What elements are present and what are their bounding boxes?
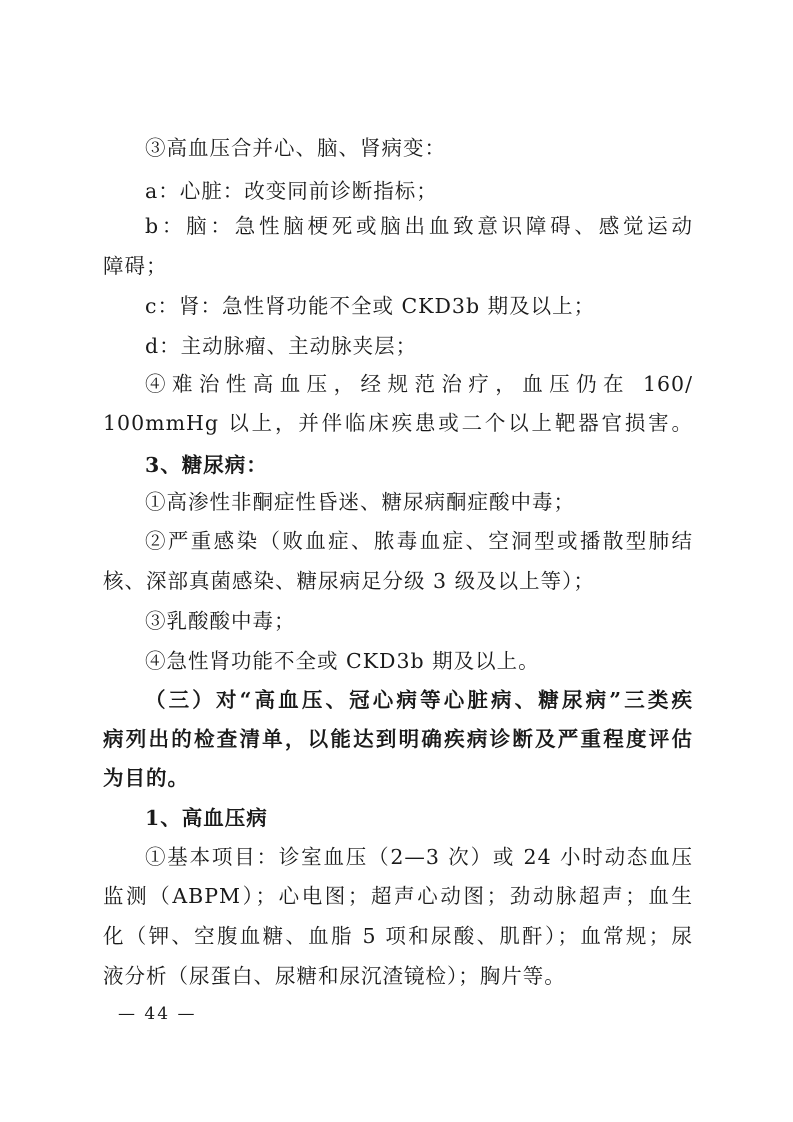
text-line: 为目的。 [103, 766, 189, 790]
text-line: ④难治性高血压，经规范治疗，血压仍在 160/ [145, 372, 693, 396]
text-line: （三）对“高血压、冠心病等心脏病、糖尿病”三类疾 [145, 688, 693, 712]
text-line: 监测（ABPM）；心电图；超声心动图；劲动脉超声；血生 [103, 884, 693, 908]
text-line: ①高渗性非酮症性昏迷、糖尿病酮症酸中毒； [145, 490, 575, 514]
text-line: 液分析（尿蛋白、尿糖和尿沉渣镜检）；胸片等。 [103, 964, 566, 988]
text-line: ①基本项目：诊室血压（2—3 次）或 24 小时动态血压 [145, 845, 693, 869]
text-line: 病列出的检查清单，以能达到明确疾病诊断及严重程度评估 [103, 727, 693, 751]
text-line: 核、深部真菌感染、糖尿病足分级 3 级及以上等）； [103, 569, 595, 593]
text-line: ③乳酸酸中毒； [145, 609, 296, 633]
section-heading: 1、高血压病 [145, 806, 268, 830]
text-line: 化（钾、空腹血糖、血脂 5 项和尿酸、肌酐）；血常规；尿 [103, 924, 693, 948]
text-line: d：主动脉瘤、主动脉夹层； [145, 334, 418, 358]
text-line: 障碍； [103, 254, 168, 278]
text-line: ②严重感染（败血症、脓毒血症、空洞型或播散型肺结 [145, 529, 693, 553]
text-line: c：肾：急性肾功能不全或 CKD3b 期及以上； [145, 294, 596, 318]
section-heading: 3、糖尿病： [145, 453, 268, 477]
text-line: ③高血压合并心、脑、肾病变： [145, 136, 446, 160]
text-line: ④急性肾功能不全或 CKD3b 期及以上。 [145, 649, 540, 673]
text-line: a：心脏：改变同前诊断指标； [145, 179, 438, 203]
text-line: 100mmHg 以上，并伴临床疾患或二个以上靶器官损害。 [103, 411, 693, 435]
page-number: — 44 — [118, 1004, 197, 1024]
text-line: b：脑：急性脑梗死或脑出血致意识障碍、感觉运动 [145, 214, 693, 238]
